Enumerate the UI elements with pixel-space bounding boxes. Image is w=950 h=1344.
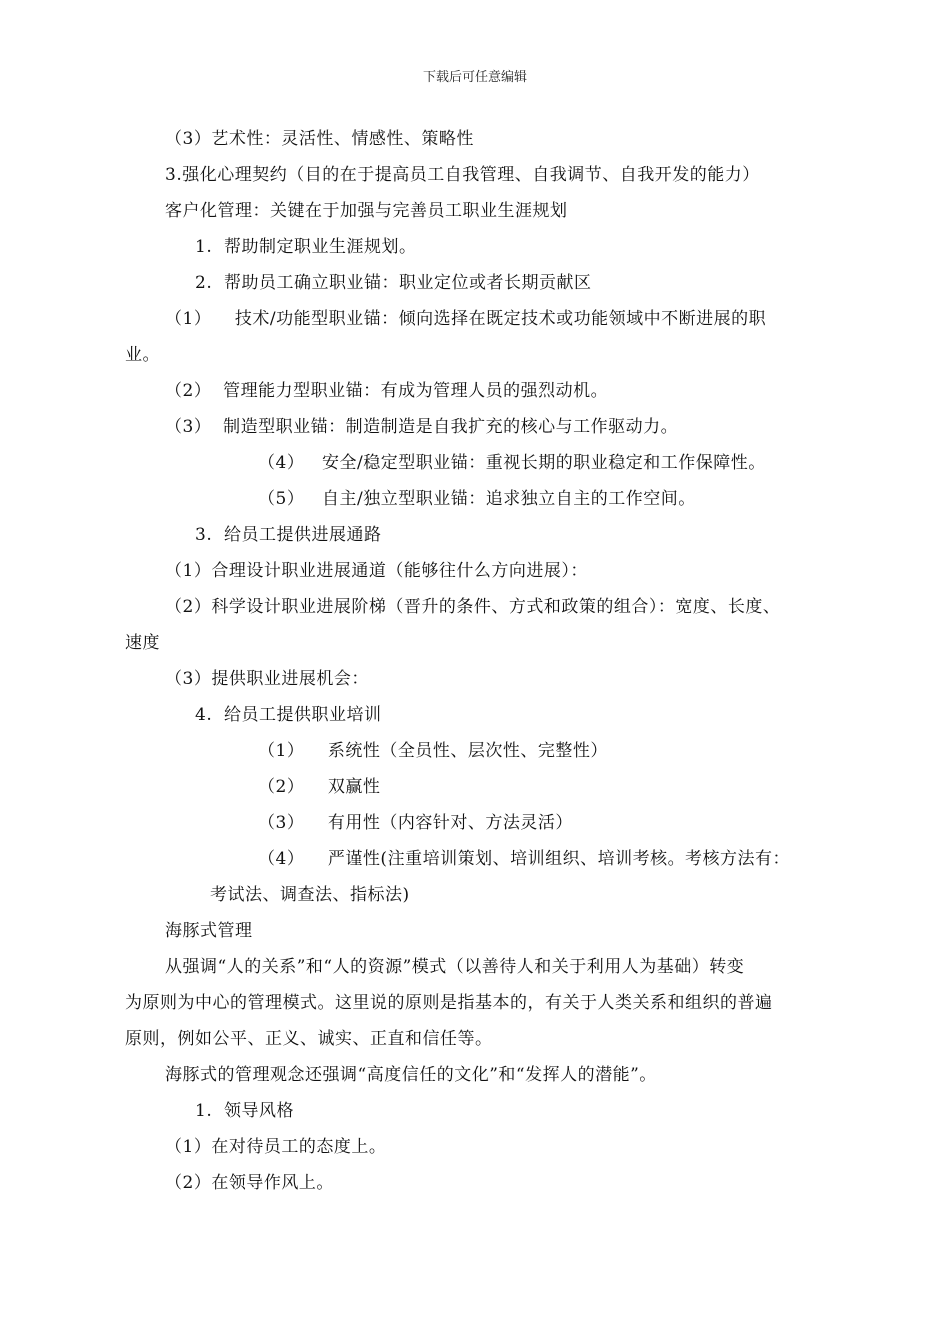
text-line: 为原则为中心的管理模式。这里说的原则是指基本的，有关于人类关系和组织的普遍 bbox=[125, 993, 773, 1013]
text-line: （1） 系统性（全员性、层次性、完整性） bbox=[258, 741, 608, 761]
text-line: 考试法、调查法、指标法) bbox=[210, 885, 410, 905]
text-line: （3）艺术性：灵活性、情感性、策略性 bbox=[165, 129, 474, 149]
text-line: （4） 严谨性(注重培训策划、培训组织、培训考核。考核方法有： bbox=[258, 849, 791, 869]
text-line: （2） 双赢性 bbox=[258, 777, 381, 797]
text-line: （5） 自主/独立型职业锚：追求独立自主的工作空间。 bbox=[258, 489, 696, 509]
text-line: 原则，例如公平、正义、诚实、正直和信任等。 bbox=[125, 1029, 493, 1049]
text-line: 从强调“人的关系”和“人的资源”模式（以善待人和关于利用人为基础）转变 bbox=[165, 957, 745, 977]
text-line: （1） 技术/功能型职业锚：倾向选择在既定技术或功能领域中不断进展的职 bbox=[165, 309, 767, 329]
section-heading: 海豚式管理 bbox=[165, 921, 253, 941]
text-line: 2. 帮助员工确立职业锚：职业定位或者长期贡献区 bbox=[195, 273, 592, 293]
text-line: （2） 管理能力型职业锚：有成为管理人员的强烈动机。 bbox=[165, 381, 609, 401]
page-header: 下载后可任意编辑 bbox=[422, 70, 527, 85]
text-line: 4. 给员工提供职业培训 bbox=[195, 705, 382, 725]
text-line: 业。 bbox=[125, 345, 160, 365]
text-line: （3）提供职业进展机会： bbox=[165, 669, 369, 689]
text-line: （4） 安全/稳定型职业锚：重视长期的职业稳定和工作保障性。 bbox=[258, 453, 766, 473]
text-line: （1）在对待员工的态度上。 bbox=[165, 1137, 387, 1157]
text-line: 1. 帮助制定职业生涯规划。 bbox=[195, 237, 417, 257]
text-line: （3） 有用性（内容针对、方法灵活） bbox=[258, 813, 573, 833]
text-line: 速度 bbox=[125, 633, 160, 653]
text-line: （2）在领导作风上。 bbox=[165, 1173, 334, 1193]
text-line: 海豚式的管理观念还强调“高度信任的文化”和“发挥人的潜能”。 bbox=[165, 1065, 657, 1085]
text-line: 客户化管理：关键在于加强与完善员工职业生涯规划 bbox=[165, 201, 568, 221]
text-line: 3.强化心理契约（目的在于提高员工自我管理、自我调节、自我开发的能力） bbox=[165, 165, 760, 185]
text-line: （2）科学设计职业进展阶梯（晋升的条件、方式和政策的组合）：宽度、长度、 bbox=[165, 597, 781, 617]
text-line: 3. 给员工提供进展通路 bbox=[195, 525, 382, 545]
text-line: 1. 领导风格 bbox=[195, 1101, 295, 1121]
text-line: （1）合理设计职业进展通道（能够往什么方向进展）： bbox=[165, 561, 588, 581]
text-line: （3） 制造型职业锚：制造制造是自我扩充的核心与工作驱动力。 bbox=[165, 417, 679, 437]
